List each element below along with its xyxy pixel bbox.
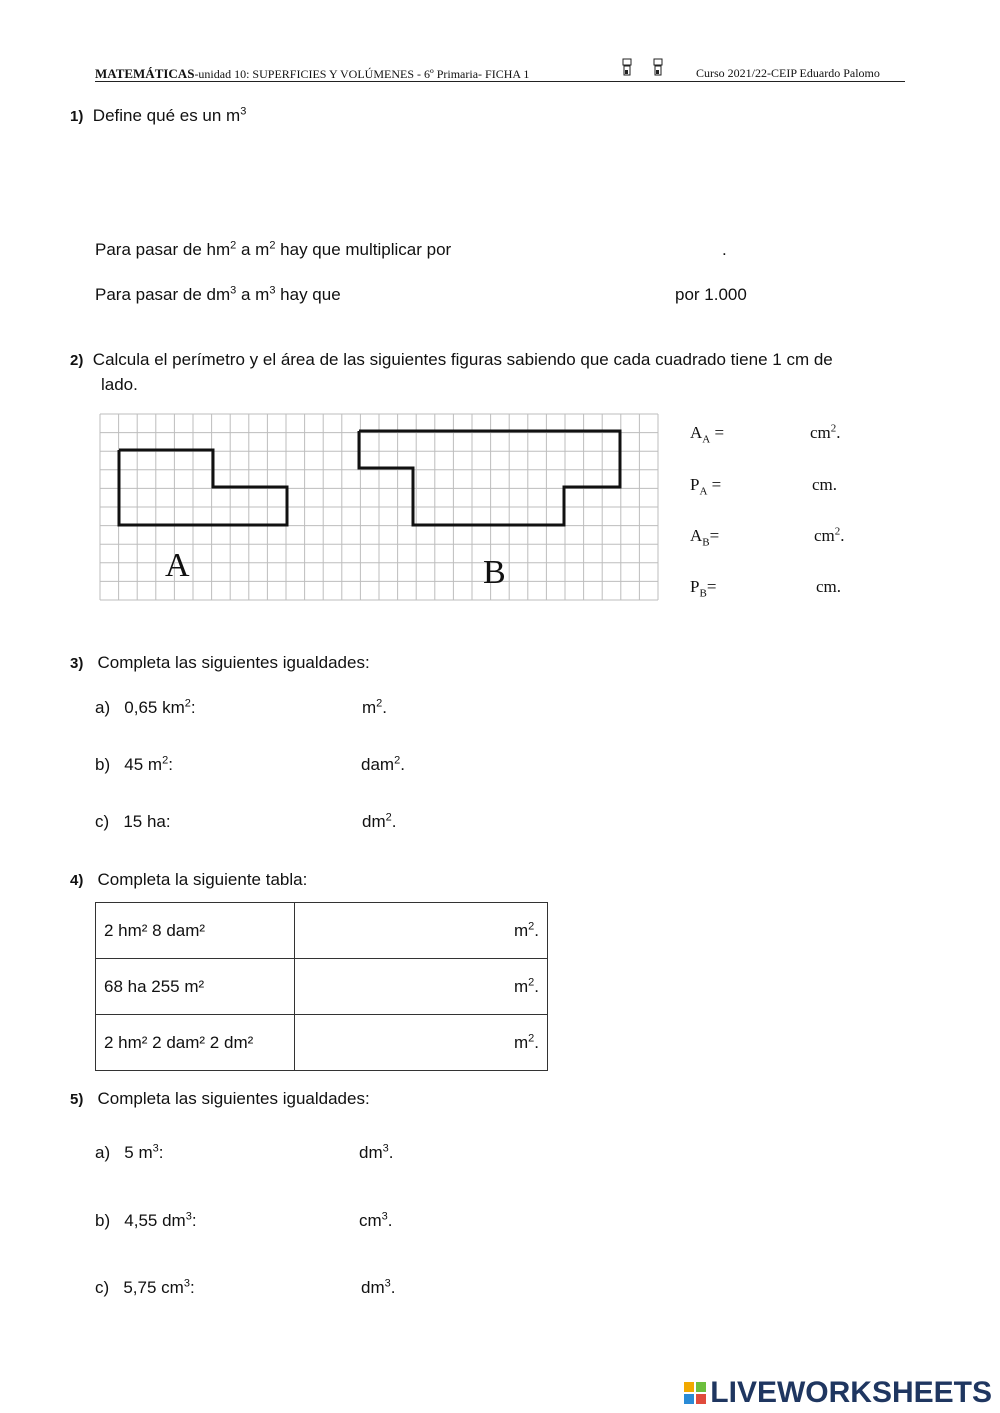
question-2-cont: lado. <box>101 375 138 394</box>
item-letter: b) <box>95 755 111 774</box>
item-unit <box>362 812 396 832</box>
question-2 <box>70 350 833 371</box>
item-letter: b) <box>95 1211 111 1230</box>
header-course: Curso 2021/22-CEIP Eduardo Palomo <box>696 66 880 80</box>
equality-item <box>95 1211 197 1231</box>
grid-figures <box>99 413 659 603</box>
equality-item <box>95 755 173 775</box>
item-colon: : <box>165 812 171 831</box>
conversion-table <box>95 902 548 1071</box>
answer-sub: A <box>702 433 711 446</box>
item-letter: a) <box>95 698 111 717</box>
question-text: Completa las siguientes igualdades: <box>97 653 370 672</box>
spacer <box>110 755 124 774</box>
text: a m <box>236 285 270 304</box>
equality-item <box>95 1278 195 1298</box>
item-unit <box>362 698 387 718</box>
item-letter: a) <box>95 1143 111 1162</box>
answer-var: P <box>690 475 700 494</box>
header-unit: -unidad 10: SUPERFICIES Y VOLÚMENES - 6º Primaria- FICHA 1 <box>194 67 530 81</box>
superscript: 3 <box>240 105 247 118</box>
item-value-sup: 2 <box>184 697 191 710</box>
text: Para pasar de dm <box>95 285 231 304</box>
table-row <box>96 1015 548 1071</box>
item-unit <box>361 755 405 775</box>
question-number: 3) <box>70 655 84 672</box>
answer-label <box>690 423 725 446</box>
unit-sup: 2 <box>528 1031 535 1044</box>
item-value-sup: 3 <box>185 1210 192 1223</box>
answer-var: A <box>690 423 703 442</box>
unit-end: . <box>388 1143 394 1162</box>
item-value-sup: 3 <box>183 1277 190 1290</box>
unit-end: . <box>840 526 845 545</box>
item-unit <box>359 1211 393 1231</box>
unit-text: m <box>513 976 529 996</box>
table-cell-answer[interactable] <box>295 959 548 1015</box>
item-unit <box>359 1143 393 1163</box>
unit-text: cm <box>810 423 831 442</box>
item-value: 15 ha <box>123 812 166 831</box>
q1-line-dm3 <box>95 285 341 305</box>
item-unit <box>361 1278 395 1298</box>
answer-label <box>690 577 717 600</box>
unit-end: . <box>534 1032 539 1052</box>
item-colon: : <box>190 698 196 717</box>
table-cell-quantity: 68 ha 255 m² <box>96 959 295 1015</box>
item-value-sup: 3 <box>152 1142 159 1155</box>
unit-sup: 3 <box>381 1210 388 1223</box>
question-text: Define qué es un m <box>92 106 241 125</box>
answer-unit <box>810 423 841 443</box>
question-text: Calcula el perímetro y el área de las siguientes figuras sabiendo que cada cuadrado tiene 1 cm de <box>92 350 833 369</box>
question-3 <box>70 653 370 674</box>
answer-unit <box>814 526 845 546</box>
question-text: Completa la siguiente tabla: <box>97 870 308 889</box>
answer-unit <box>816 577 841 597</box>
equality-item <box>95 1143 164 1163</box>
table-cell-answer[interactable] <box>295 1015 548 1071</box>
spacer <box>110 1211 124 1230</box>
question-text: Completa las siguientes igualdades: <box>97 1089 370 1108</box>
unit-text: dam <box>361 755 395 774</box>
unit-text: dm <box>362 812 386 831</box>
spacer <box>109 1278 123 1297</box>
answer-eq: = <box>706 577 717 596</box>
figure-b-outline <box>359 431 620 525</box>
item-value-sup: 2 <box>162 754 169 767</box>
superscript: 3 <box>269 284 276 297</box>
q1-line2-end: por 1.000 <box>675 285 747 304</box>
answer-eq: = <box>710 423 725 442</box>
text: hay que multiplicar por <box>275 240 452 259</box>
item-colon: : <box>168 755 173 774</box>
answer-unit <box>812 475 837 495</box>
item-colon: : <box>189 1278 195 1297</box>
answer-eq: = <box>707 475 722 494</box>
question-5 <box>70 1089 370 1110</box>
unit-text: cm. <box>816 577 842 596</box>
unit-end: . <box>391 812 397 831</box>
figure-b-label: B <box>483 554 506 591</box>
unit-text: cm. <box>812 475 838 494</box>
q1-line1-end: . <box>722 240 727 259</box>
item-value: 5 m <box>124 1143 153 1162</box>
question-number: 5) <box>70 1091 84 1108</box>
question-4 <box>70 870 307 891</box>
superscript: 2 <box>230 239 237 252</box>
unit-sup: 2 <box>834 525 841 538</box>
answer-sub: A <box>699 485 708 498</box>
unit-sup: 2 <box>528 919 535 932</box>
item-letter: c) <box>95 812 110 831</box>
spacer <box>110 698 124 717</box>
unit-sup: 2 <box>830 422 837 435</box>
unit-text: m <box>513 920 529 940</box>
unit-end: . <box>836 423 841 442</box>
question-number: 4) <box>70 872 84 889</box>
watermark-text: LIVEWORKSHEETS <box>710 1376 992 1409</box>
spacer <box>109 812 123 831</box>
unit-sup: 2 <box>376 697 383 710</box>
table-cell-quantity: 2 hm² 2 dam² 2 dm² <box>96 1015 295 1071</box>
equality-item <box>95 812 171 832</box>
logo-icon <box>684 1378 706 1400</box>
answer-label <box>690 526 720 549</box>
table-row <box>96 959 548 1015</box>
unit-end: . <box>400 755 405 774</box>
superscript: 3 <box>230 284 237 297</box>
item-letter: c) <box>95 1278 110 1297</box>
answer-label <box>690 475 722 498</box>
unit-text: m <box>362 698 377 717</box>
table-cell-answer[interactable] <box>295 903 548 959</box>
q1-line-hm2 <box>95 240 451 260</box>
liveworksheets-logo <box>684 1376 992 1410</box>
text: Para pasar de hm <box>95 240 231 259</box>
item-colon: : <box>158 1143 164 1162</box>
question-number: 1) <box>70 108 84 125</box>
unit-end: . <box>534 976 539 996</box>
header-subject: MATEMÁTICAS <box>95 66 195 81</box>
page-header <box>95 66 905 82</box>
unit-sup: 3 <box>384 1277 391 1290</box>
unit-end: . <box>390 1278 396 1297</box>
question-number: 2) <box>70 352 84 369</box>
equality-item <box>95 698 196 718</box>
answer-eq: = <box>709 526 720 545</box>
unit-sup: 3 <box>382 1142 389 1155</box>
answer-sub: B <box>699 587 707 600</box>
unit-text: dm <box>359 1143 383 1162</box>
answer-var: A <box>690 526 703 545</box>
unit-text: cm <box>814 526 835 545</box>
unit-text: dm <box>361 1278 385 1297</box>
unit-end: . <box>382 698 388 717</box>
unit-sup: 2 <box>528 975 535 988</box>
robot-icon <box>620 56 670 82</box>
item-value: 0,65 km <box>124 698 185 717</box>
item-value: 5,75 cm <box>123 1278 184 1297</box>
text: hay que <box>275 285 341 304</box>
text: a m <box>236 240 270 259</box>
question-1 <box>70 106 246 127</box>
figure-a-outline <box>119 450 287 525</box>
unit-sup: 2 <box>394 754 401 767</box>
answer-sub: B <box>702 536 710 549</box>
item-value: 45 m <box>124 755 163 774</box>
superscript: 2 <box>269 239 276 252</box>
unit-text: cm <box>359 1211 382 1230</box>
item-colon: : <box>191 1211 197 1230</box>
answer-var: P <box>690 577 700 596</box>
item-value: 4,55 dm <box>124 1211 186 1230</box>
spacer <box>110 1143 124 1162</box>
figure-a-label: A <box>165 547 190 584</box>
unit-text: m <box>513 1032 529 1052</box>
table-cell-quantity: 2 hm² 8 dam² <box>96 903 295 959</box>
unit-end: . <box>387 1211 393 1230</box>
unit-end: . <box>534 920 539 940</box>
unit-sup: 2 <box>385 811 392 824</box>
table-row <box>96 903 548 959</box>
